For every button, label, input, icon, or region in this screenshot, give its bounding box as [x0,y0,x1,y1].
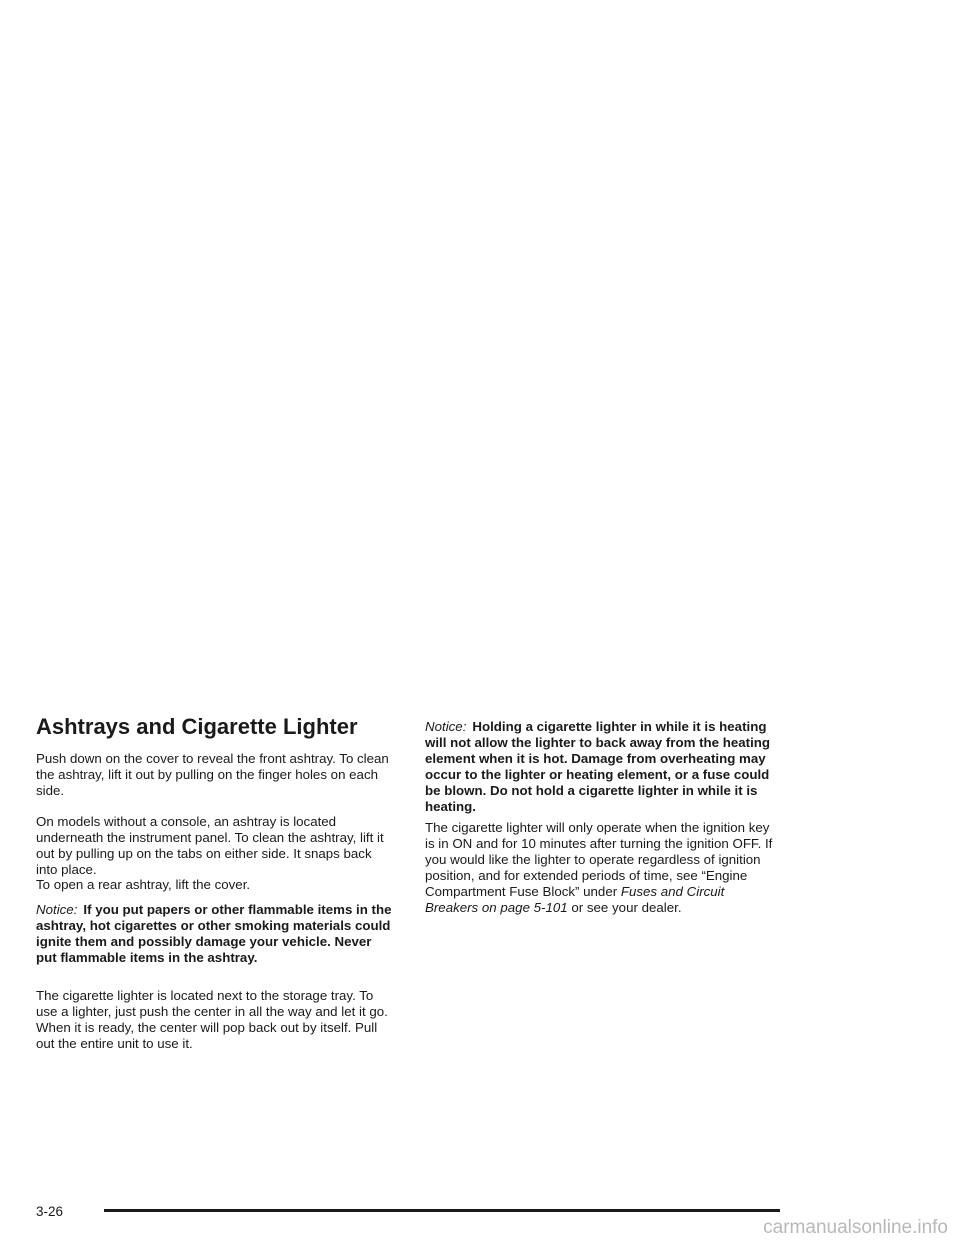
lighter-ignition-text-end: or see your dealer. [571,900,682,915]
notice-label: Notice: [36,902,78,917]
paragraph-ashtray-no-console: On models without a console, an ashtray is located underneath the instrument panel. To clean the ashtray, lift it out by pulling up on the tabs on either side. It snaps back into place. [36,814,384,877]
paragraph-front-ashtray: Push down on the cover to reveal the front ashtray. To clean the ashtray, lift it out by pulling on the finger holes on each side. [36,751,389,798]
watermark: carmanualsonline.info [763,1217,948,1238]
footer-rule [104,1209,780,1212]
notice-label: Notice: [425,719,467,734]
notice-text: If you put papers or other flammable items in the ashtray, hot cigarettes or other smoking materials could ignite them and possibly damage your vehicle. Never put flammable items in the ashtray. [36,902,392,965]
section-title: Ashtrays and Cigarette Lighter [36,714,358,739]
page-number: 3-26 [36,1204,64,1219]
notice-holding-lighter [425,719,775,815]
paragraph-rear-ashtray: To open a rear ashtray, lift the cover. [36,877,251,892]
paragraph-lighter-ignition [425,820,775,916]
notice-text: Holding a cigarette lighter in while it is heating will not allow the lighter to back away from the heating element when it is hot. Damage from overheating may occur to the lighter or heating element, or a fuse could be blown. Do not hold a cigarette lighter in while it is heating. [425,719,771,814]
notice-flammable-items [36,902,394,966]
lighter-ignition-text: The cigarette lighter will only operate when the ignition key is in ON and for 10 minutes after turning the ignition OFF. If you would like the lighter to operate regardless of ignition position, and for extended periods of time, see “Engine Compartment Fuse Block” under [425,820,773,899]
cross-reference-link[interactable]: Fuses and Circuit Breakers on page 5-101 [425,884,725,915]
paragraph-cigarette-lighter-use: The cigarette lighter is located next to the storage tray. To use a lighter, just push the center in all the way and let it go. When it is ready, the center will pop back out by itself. Pull out the entire unit to use it. [36,988,388,1051]
